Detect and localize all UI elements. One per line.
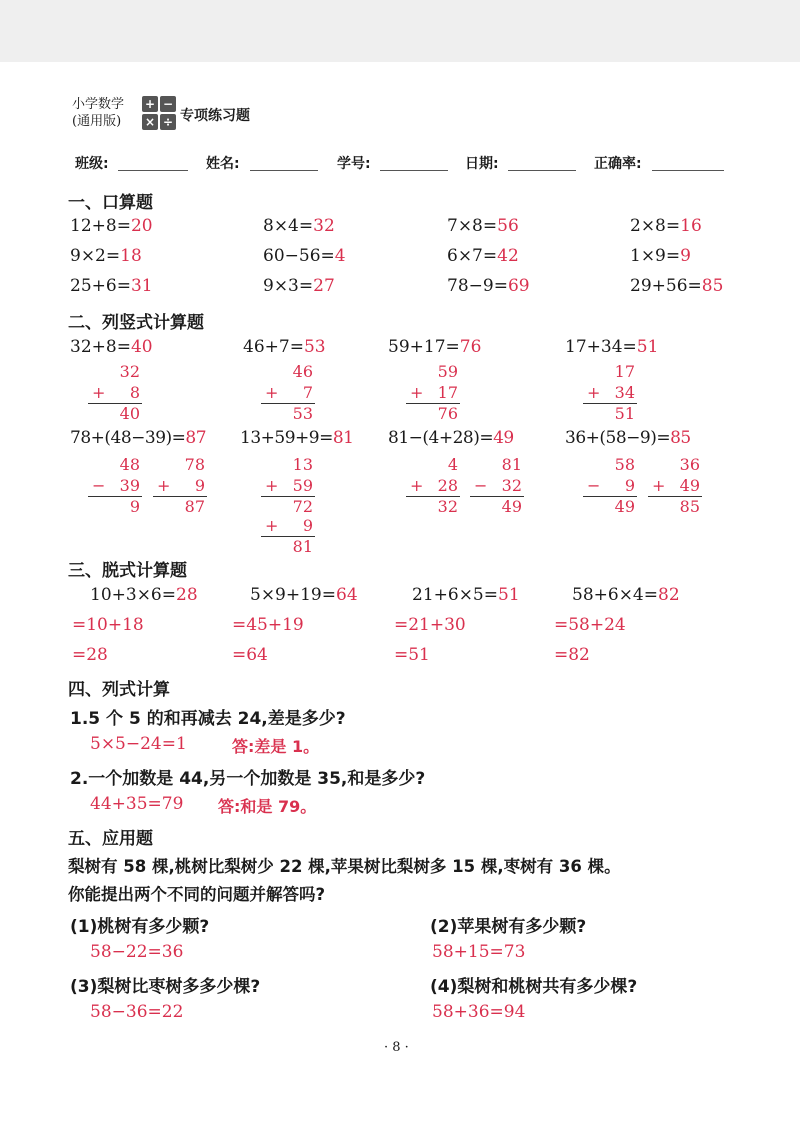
oral-item: 12+8=20 xyxy=(70,216,153,236)
vertical-top: 58 xyxy=(614,455,635,474)
vertical-op: + xyxy=(652,476,666,495)
brand-line2: (通用版) xyxy=(72,114,122,129)
vertical-op: + xyxy=(265,383,279,402)
application-answer: 58−36=22 xyxy=(90,1002,184,1022)
application-answer: 58+15=73 xyxy=(432,942,526,962)
application-question: (4)梨树和桃树共有多少棵? xyxy=(430,977,638,997)
stepwise-step: =58+24 xyxy=(554,615,626,635)
section-vertical-title: 二、列竖式计算题 xyxy=(68,313,204,333)
vertical-top: 36 xyxy=(679,455,700,474)
vertical-top: 81 xyxy=(501,455,522,474)
vertical-op: + xyxy=(157,476,171,495)
vertical-equation: 59+17=76 xyxy=(388,337,482,357)
vertical-result: 76 xyxy=(437,404,458,423)
vertical-result: 87 xyxy=(184,497,205,516)
vertical-bottom: 7 xyxy=(302,383,313,402)
vertical-result: 32 xyxy=(437,497,458,516)
vertical-bottom: 9 xyxy=(302,516,313,535)
field-name-label: 姓名: xyxy=(206,156,240,172)
vertical-top: 59 xyxy=(437,362,458,381)
vertical-bottom: 17 xyxy=(437,383,458,402)
oral-item: 7×8=56 xyxy=(447,216,519,236)
vertical-bottom: 59 xyxy=(292,476,313,495)
vertical-bottom: 9 xyxy=(624,476,635,495)
vertical-result: 81 xyxy=(292,537,313,556)
field-date-blank[interactable] xyxy=(508,170,576,171)
stepwise-step: =51 xyxy=(394,645,430,665)
field-class-blank[interactable] xyxy=(118,170,188,171)
application-question: (3)梨树比枣树多多少棵? xyxy=(70,977,261,997)
oral-item: 78−9=69 xyxy=(447,276,530,296)
oral-item: 6×7=42 xyxy=(447,246,519,266)
oral-item: 1×9=9 xyxy=(630,246,691,266)
stepwise-step: =28 xyxy=(72,645,108,665)
vertical-equation: 81−(4+28)=49 xyxy=(388,428,514,448)
times-icon: × xyxy=(142,114,158,130)
vertical-op: − xyxy=(92,476,106,495)
field-id-blank[interactable] xyxy=(380,170,448,171)
vertical-equation: 46+7=53 xyxy=(243,337,326,357)
stepwise-equation: 5×9+19=64 xyxy=(250,585,358,605)
field-name-blank[interactable] xyxy=(250,170,318,171)
plus-icon: + xyxy=(142,96,158,112)
vertical-result: 9 xyxy=(129,497,140,516)
vertical-result: 85 xyxy=(679,497,700,516)
stepwise-step: =45+19 xyxy=(232,615,304,635)
vertical-equation: 78+(48−39)=87 xyxy=(70,428,207,448)
vertical-bottom: 28 xyxy=(437,476,458,495)
field-class-label: 班级: xyxy=(75,156,109,172)
vertical-top: 78 xyxy=(184,455,205,474)
vertical-top: 4 xyxy=(447,455,458,474)
series-title: 专项练习题 xyxy=(180,108,250,124)
field-date-label: 日期: xyxy=(465,156,499,172)
vertical-result: 72 xyxy=(292,497,313,516)
word-problem-question: 1.5 个 5 的和再减去 24,差是多少? xyxy=(70,709,346,729)
word-problem-question: 2.一个加数是 44,另一个加数是 35,和是多少? xyxy=(70,769,426,789)
brand-line1: 小学数学 xyxy=(72,97,125,112)
stepwise-equation: 21+6×5=51 xyxy=(412,585,520,605)
vertical-op: + xyxy=(587,383,601,402)
section-stepwise-title: 三、脱式计算题 xyxy=(68,561,187,581)
vertical-equation: 17+34=51 xyxy=(565,337,659,357)
vertical-op: + xyxy=(410,476,424,495)
oral-item: 8×4=32 xyxy=(263,216,335,236)
brand-label xyxy=(72,96,124,130)
application-question: (1)桃树有多少颗? xyxy=(70,917,210,937)
field-accuracy-blank[interactable] xyxy=(652,170,724,171)
stepwise-equation: 58+6×4=82 xyxy=(572,585,680,605)
oral-item: 9×2=18 xyxy=(70,246,142,266)
word-problem-expression: 5×5−24=1 xyxy=(90,734,187,754)
divide-icon: ÷ xyxy=(160,114,176,130)
vertical-result: 40 xyxy=(119,404,140,423)
vertical-op: + xyxy=(410,383,424,402)
application-answer: 58−22=36 xyxy=(90,942,184,962)
vertical-top: 32 xyxy=(119,362,140,381)
vertical-top: 13 xyxy=(292,455,313,474)
top-margin-shade xyxy=(0,0,800,62)
vertical-result: 53 xyxy=(292,404,313,423)
vertical-result: 51 xyxy=(614,404,635,423)
vertical-result: 49 xyxy=(501,497,522,516)
stepwise-equation: 10+3×6=28 xyxy=(90,585,198,605)
vertical-bottom: 8 xyxy=(129,383,140,402)
page-number: · 8 · xyxy=(384,1040,409,1055)
vertical-bottom: 32 xyxy=(501,476,522,495)
section-oral-title: 一、口算题 xyxy=(68,193,153,213)
vertical-top: 17 xyxy=(614,362,635,381)
application-stem-line1: 梨树有 58 棵,桃树比梨树少 22 棵,苹果树比梨树多 15 棵,枣树有 36 棵。 xyxy=(68,857,621,876)
vertical-equation: 32+8=40 xyxy=(70,337,153,357)
field-accuracy-label: 正确率: xyxy=(594,156,642,172)
operator-icon-grid xyxy=(142,96,176,130)
word-problem-expression: 44+35=79 xyxy=(90,794,184,814)
oral-item: 9×3=27 xyxy=(263,276,335,296)
oral-item: 2×8=16 xyxy=(630,216,702,236)
stepwise-step: =64 xyxy=(232,645,268,665)
application-stem-line2: 你能提出两个不同的问题并解答吗? xyxy=(68,885,326,904)
vertical-top: 48 xyxy=(119,455,140,474)
vertical-op: − xyxy=(474,476,488,495)
oral-item: 25+6=31 xyxy=(70,276,153,296)
application-answer: 58+36=94 xyxy=(432,1002,526,1022)
section-expression-title: 四、列式计算 xyxy=(68,680,170,700)
vertical-top: 46 xyxy=(292,362,313,381)
vertical-op: + xyxy=(265,516,279,535)
word-problem-answer: 答:和是 79。 xyxy=(218,797,317,816)
oral-item: 60−56=4 xyxy=(263,246,346,266)
application-question: (2)苹果树有多少颗? xyxy=(430,917,587,937)
stepwise-step: =82 xyxy=(554,645,590,665)
vertical-op: + xyxy=(265,476,279,495)
oral-item: 29+56=85 xyxy=(630,276,724,296)
stepwise-step: =10+18 xyxy=(72,615,144,635)
vertical-bottom: 49 xyxy=(679,476,700,495)
stepwise-step: =21+30 xyxy=(394,615,466,635)
vertical-bottom: 9 xyxy=(194,476,205,495)
vertical-bottom: 34 xyxy=(614,383,635,402)
word-problem-answer: 答:差是 1。 xyxy=(232,737,320,756)
vertical-op: − xyxy=(587,476,601,495)
vertical-equation: 36+(58−9)=85 xyxy=(565,428,691,448)
vertical-result: 49 xyxy=(614,497,635,516)
vertical-op: + xyxy=(92,383,106,402)
field-id-label: 学号: xyxy=(337,156,371,172)
vertical-equation: 13+59+9=81 xyxy=(240,428,354,448)
vertical-bottom: 39 xyxy=(119,476,140,495)
section-application-title: 五、应用题 xyxy=(68,829,153,849)
minus-icon: − xyxy=(160,96,176,112)
